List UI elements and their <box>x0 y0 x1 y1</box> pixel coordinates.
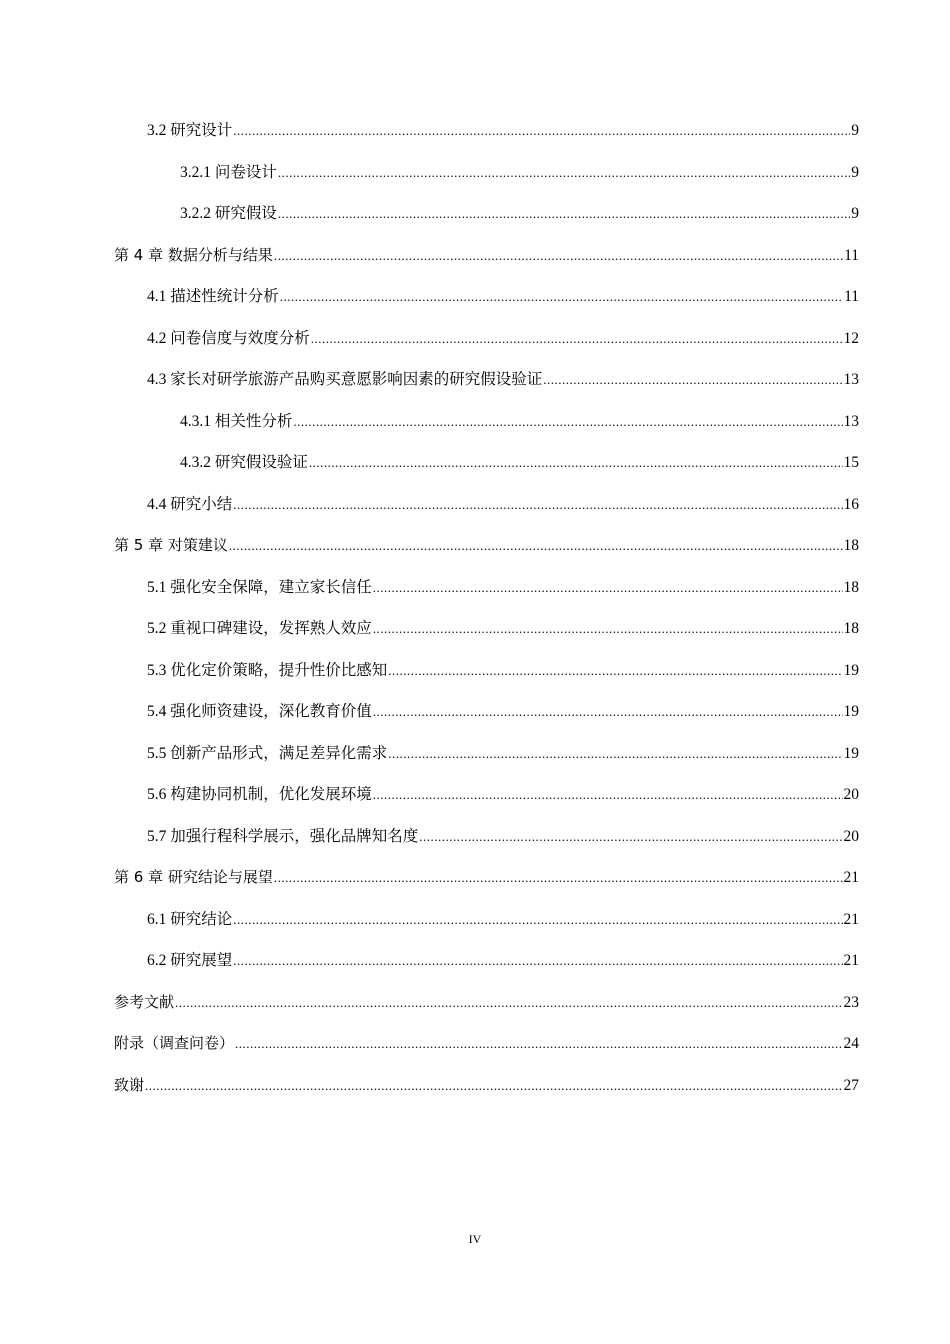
toc-entry-page-number: 21 <box>843 952 859 969</box>
toc-entry-page-number: 21 <box>843 910 859 928</box>
toc-entry-page-number: 24 <box>843 1035 859 1052</box>
toc-entry[interactable] <box>114 940 859 982</box>
toc-dot-leader <box>145 1065 842 1107</box>
toc-entry-title: 4.4 研究小结 <box>147 495 233 513</box>
toc-dot-leader <box>233 899 842 941</box>
toc-dot-leader <box>233 940 842 982</box>
toc-entry-title: 5.5 创新产品形式，满足差异化需求 <box>147 744 388 762</box>
toc-entry-title: 第 6 章 研究结论与展望 <box>114 868 273 886</box>
toc-dot-leader <box>373 691 843 733</box>
toc-dot-leader <box>175 982 842 1024</box>
toc-entry-title: 4.2 问卷信度与效度分析 <box>147 329 310 347</box>
toc-entry-title: 4.1 描述性统计分析 <box>147 288 279 305</box>
toc-dot-leader <box>274 857 843 899</box>
toc-entry[interactable] <box>114 235 859 277</box>
toc-entry-title: 5.7 加强行程科学展示，强化品牌知名度 <box>147 827 419 845</box>
toc-entry[interactable] <box>114 857 859 899</box>
toc-entry[interactable] <box>114 982 859 1024</box>
toc-entry[interactable] <box>114 110 859 152</box>
toc-entry[interactable] <box>114 484 859 526</box>
page-number: IV <box>468 1232 482 1246</box>
toc-entry[interactable] <box>114 1065 859 1107</box>
toc-entry-title: 5.4 强化师资建设，深化教育价值 <box>147 703 372 720</box>
toc-entry-title: 6.2 研究展望 <box>147 952 233 969</box>
toc-dot-leader <box>278 152 850 194</box>
toc-entry-title: 3.2.1 问卷设计 <box>180 163 277 181</box>
toc-entry[interactable] <box>114 816 859 858</box>
toc-entry-title: 附录（调查问卷） <box>114 1034 235 1052</box>
toc-entry-title: 3.2 研究设计 <box>147 122 233 139</box>
toc-dot-leader <box>309 442 843 484</box>
toc-dot-leader <box>311 318 843 360</box>
toc-entry-page-number: 9 <box>851 163 859 181</box>
toc-dot-leader <box>233 484 842 526</box>
toc-entry-title: 4.3.1 相关性分析 <box>180 412 293 430</box>
toc-entry[interactable] <box>114 567 859 609</box>
toc-entry-page-number: 18 <box>843 620 859 637</box>
toc-entry[interactable] <box>114 318 859 360</box>
toc-entry-title: 4.3 家长对研学旅游产品购买意愿影响因素的研究假设验证 <box>147 371 543 388</box>
toc-entry-page-number: 18 <box>843 537 859 554</box>
toc-dot-leader <box>280 276 843 318</box>
toc-entry-page-number: 27 <box>843 1076 859 1094</box>
toc-entry-title: 5.3 优化定价策略，提升性价比感知 <box>147 661 388 679</box>
toc-entry[interactable] <box>114 401 859 443</box>
toc-entry-page-number: 20 <box>843 786 859 803</box>
toc-entry[interactable] <box>114 608 859 650</box>
toc-dot-leader <box>229 525 843 567</box>
toc-dot-leader <box>235 1023 842 1065</box>
toc-entry[interactable] <box>114 525 859 567</box>
toc-entry-page-number: 18 <box>843 578 859 596</box>
toc-dot-leader <box>274 235 843 277</box>
toc-dot-leader <box>388 733 842 775</box>
toc-entry-page-number: 9 <box>851 205 859 222</box>
toc-entry-page-number: 13 <box>843 371 859 388</box>
toc-entry[interactable] <box>114 359 859 401</box>
toc-entry-title: 6.1 研究结论 <box>147 910 233 928</box>
toc-dot-leader <box>233 110 850 152</box>
toc-entry-title: 3.2.2 研究假设 <box>180 205 277 222</box>
toc-entry-page-number: 15 <box>843 454 859 471</box>
toc-entry[interactable] <box>114 650 859 692</box>
toc-entry[interactable] <box>114 899 859 941</box>
toc-entry[interactable] <box>114 774 859 816</box>
toc-dot-leader <box>373 774 843 816</box>
table-of-contents <box>114 110 859 1106</box>
toc-entry-page-number: 9 <box>851 122 859 139</box>
toc-entry-page-number: 19 <box>843 703 859 720</box>
toc-entry-title: 致谢 <box>114 1075 145 1094</box>
toc-entry[interactable] <box>114 152 859 194</box>
toc-entry[interactable] <box>114 691 859 733</box>
toc-entry[interactable] <box>114 733 859 775</box>
toc-entry-title: 参考文献 <box>114 992 175 1011</box>
toc-entry-page-number: 23 <box>843 993 859 1011</box>
toc-entry-title: 5.6 构建协同机制，优化发展环境 <box>147 786 372 803</box>
toc-dot-leader <box>293 401 842 443</box>
toc-dot-leader <box>388 650 842 692</box>
toc-entry-page-number: 12 <box>843 329 859 347</box>
toc-entry-page-number: 19 <box>843 744 859 762</box>
toc-entry[interactable] <box>114 1023 859 1065</box>
toc-entry-title: 4.3.2 研究假设验证 <box>180 454 308 471</box>
toc-dot-leader <box>373 608 843 650</box>
toc-entry-page-number: 13 <box>843 412 859 430</box>
toc-entry-title: 5.2 重视口碑建设，发挥熟人效应 <box>147 620 372 637</box>
toc-dot-leader <box>373 567 843 609</box>
toc-entry-title: 第 5 章 对策建议 <box>114 536 228 554</box>
toc-entry[interactable] <box>114 276 859 318</box>
toc-entry-page-number: 16 <box>843 495 859 513</box>
toc-dot-leader <box>419 816 842 858</box>
toc-entry-page-number: 11 <box>844 288 859 305</box>
toc-entry-title: 5.1 强化安全保障，建立家长信任 <box>147 578 372 596</box>
toc-dot-leader <box>278 193 850 235</box>
toc-entry-page-number: 20 <box>843 827 859 845</box>
toc-entry-title: 第 4 章 数据分析与结果 <box>114 245 273 264</box>
toc-entry[interactable] <box>114 193 859 235</box>
toc-entry-page-number: 19 <box>843 661 859 679</box>
toc-entry[interactable] <box>114 442 859 484</box>
toc-dot-leader <box>543 359 842 401</box>
toc-entry-page-number: 11 <box>844 246 859 264</box>
toc-entry-page-number: 21 <box>843 869 859 886</box>
